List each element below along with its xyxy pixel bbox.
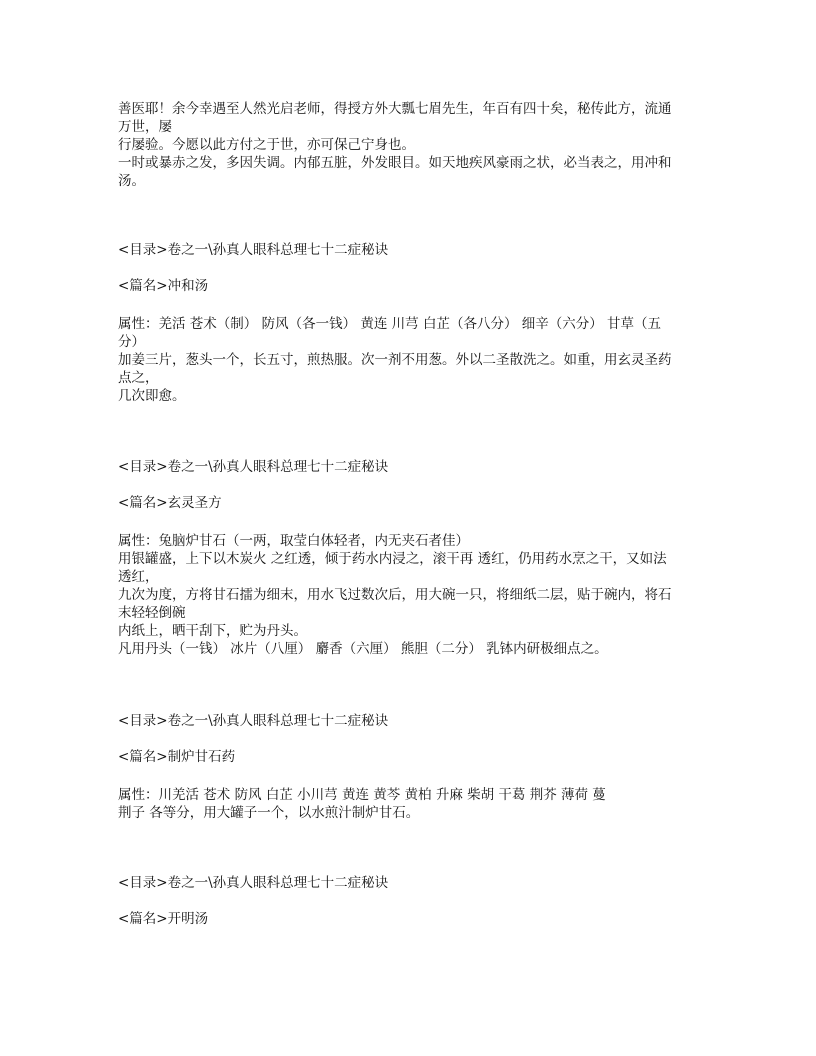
text-line: 汤。 [118,173,145,189]
section-body [118,315,708,405]
catalog-heading: <目录>卷之一\孙真人眼科总理七十二症秘诀 [118,713,389,729]
catalog-heading: <目录>卷之一\孙真人眼科总理七十二症秘诀 [118,459,389,475]
catalog-heading: <目录>卷之一\孙真人眼科总理七十二症秘诀 [118,875,389,891]
section-title: <篇名>玄灵圣方 [118,495,222,511]
text-line: 内纸上，晒干刮下，贮为丹头。 [118,623,307,639]
text-line: 点之， [118,370,159,386]
text-line: 属性：兔脑炉甘石（一两，取莹白体轻者，内无夹石者佳） [118,533,469,549]
text-line: 加姜三片，葱头一个，长五寸，煎热服。次一剂不用葱。外以二圣散洗之。如重，用玄灵圣药 [118,352,672,368]
text-line: 万世，屡 [118,119,172,135]
text-line: 行屡验。今愿以此方付之于世，亦可保己宁身也。 [118,137,415,153]
text-line: 九次为度，方将甘石擂为细末，用水飞过数次后，用大碗一只，将细纸二层，贴于碗内，将石 [118,587,672,603]
section-body [118,532,708,658]
text-line: 分） [118,334,145,350]
text-line: 一时或暴赤之发，多因失调。内郁五脏，外发眼目。如天地疾风豪雨之状，必当表之，用冲和 [118,155,672,171]
text-line: 透红， [118,569,159,585]
text-line: 荆子 各等分，用大罐子一个，以水煎汁制炉甘石。 [118,805,420,821]
section-title: <篇名>开明汤 [118,911,209,927]
text-line: 末轻轻倒碗 [118,605,186,621]
section-title: <篇名>制炉甘石药 [118,749,236,765]
text-line: 属性：羌活 苍术（制） 防风（各一钱） 黄连 川芎 白芷（各八分） 细辛（六分） 甘草（五 [118,316,662,332]
catalog-heading: <目录>卷之一\孙真人眼科总理七十二症秘诀 [118,242,389,258]
section-body [118,786,708,822]
intro-paragraph [118,100,708,190]
text-line: 用银罐盛，上下以木炭火 之红透，倾于药水内浸之，滚干再 透红，仍用药水烹之干，又如法 [118,551,667,567]
text-line: 几次即愈。 [118,388,186,404]
text-line: 善医耶！余今幸遇至人然光启老师，得授方外大瓢七眉先生，年百有四十矣，秘传此方，流通 [118,101,672,117]
text-line: 凡用丹头（一钱） 冰片（八厘） 麝香（六厘） 熊胆（二分） 乳钵内研极细点之。 [118,641,608,657]
text-line: 属性：川羌活 苍术 防风 白芷 小川芎 黄连 黄芩 黄柏 升麻 柴胡 干葛 荆芥 薄荷 蔓 [118,787,606,803]
section-title: <篇名>冲和汤 [118,278,209,294]
